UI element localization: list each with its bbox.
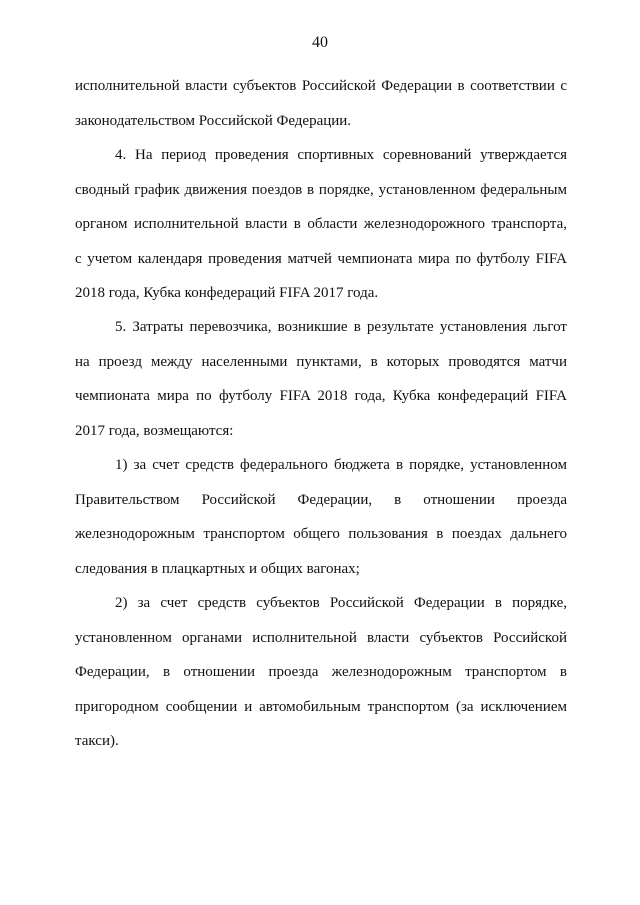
text-line: на проезд между населенными пунктами, в которых проводятся матчи bbox=[75, 353, 567, 370]
text-line: 2) за счет средств субъектов Российской Федерации в порядке, bbox=[115, 595, 567, 611]
text-line: 5. Затраты перевозчика, возникшие в результате установления льгот bbox=[115, 319, 567, 335]
text-line: чемпионата мира по футболу FIFA 2018 года, Кубка конфедераций FIFA bbox=[75, 388, 567, 404]
text-line: Федерации, в отношении проезда железнодорожным транспортом в bbox=[75, 664, 567, 680]
text-line: сводный график движения поездов в порядке, установленном федеральным bbox=[75, 181, 567, 198]
text-line: такси). bbox=[75, 733, 119, 749]
text-line: железнодорожным транспортом общего пользования в поездах дальнего bbox=[75, 526, 567, 542]
text-line: 4. На период проведения спортивных соревнований утверждается bbox=[115, 147, 567, 163]
paragraph-item-4 bbox=[75, 138, 567, 311]
paragraph-subitem-2 bbox=[75, 586, 567, 759]
text-line: 1) за счет средств федерального бюджета в порядке, установленном bbox=[115, 457, 567, 473]
text-line: органом исполнительной власти в области железнодорожного транспорта, bbox=[75, 216, 567, 232]
paragraph-subitem-1 bbox=[75, 448, 567, 586]
text-line: следования в плацкартных и общих вагонах; bbox=[75, 560, 360, 577]
paragraph-continuation bbox=[75, 69, 567, 138]
text-line: 2018 года, Кубка конфедераций FIFA 2017 года. bbox=[75, 285, 379, 301]
text-line: пригородном сообщении и автомобильным транспортом (за исключением bbox=[75, 698, 567, 715]
text-line: Правительством Российской Федерации, в отношении проезда bbox=[75, 491, 567, 508]
paragraph-item-5 bbox=[75, 310, 567, 448]
text-line: 2017 года, возмещаются: bbox=[75, 422, 234, 439]
text-line: исполнительной власти субъектов Российской Федерации в соответствии с bbox=[75, 78, 567, 94]
text-line: законодательством Российской Федерации. bbox=[75, 112, 352, 129]
page-number: 40 bbox=[312, 34, 328, 51]
text-line: установленном органами исполнительной власти субъектов Российской bbox=[75, 629, 567, 646]
text-line: с учетом календаря проведения матчей чемпионата мира по футболу FIFA bbox=[75, 250, 567, 267]
